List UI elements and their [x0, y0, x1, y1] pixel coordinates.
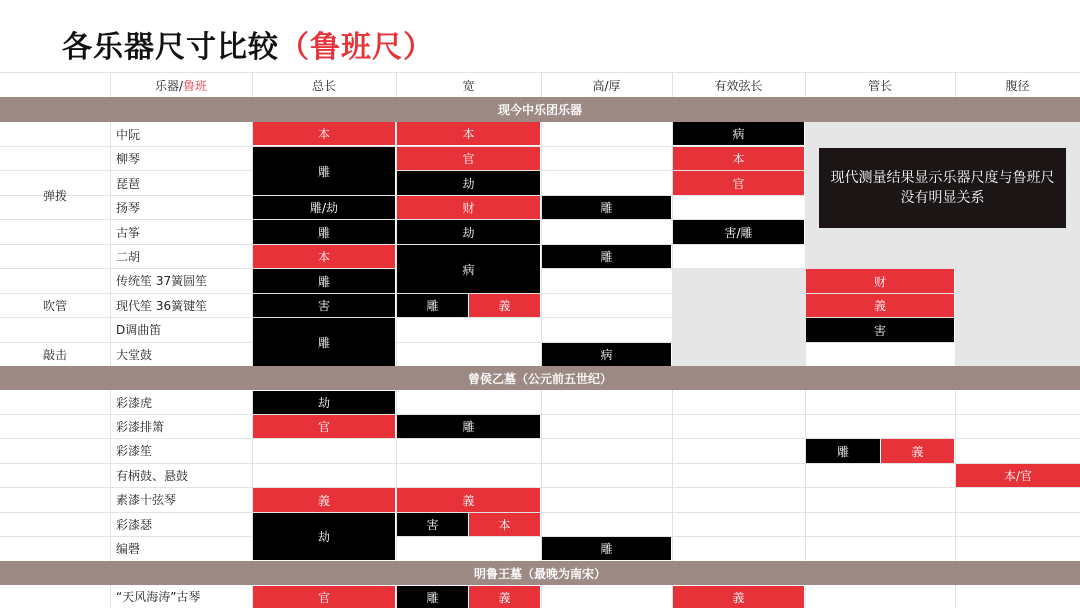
grid-line [0, 342, 1080, 343]
section-band: 现今中乐团乐器 [0, 97, 1080, 122]
table-cell: 财 [806, 269, 954, 293]
instrument-name: 彩漆虎 [116, 395, 153, 410]
instrument-name: D调曲笛 [116, 322, 162, 337]
instrument-name: 柳琴 [116, 151, 141, 166]
instrument-name: 有柄鼓、悬鼓 [116, 468, 189, 483]
table-cell: 義 [469, 586, 540, 608]
instrument-name: 古筝 [116, 225, 141, 240]
table-cell: 官 [253, 586, 395, 608]
table-cell: 官 [397, 147, 540, 170]
grid-line [541, 72, 542, 608]
table-cell: 本 [253, 245, 395, 268]
table-cell: 義 [253, 488, 395, 512]
table-cell: 病 [673, 122, 804, 145]
table-cell: 劫 [397, 220, 540, 244]
instrument-name: 素漆十弦琴 [116, 492, 177, 507]
note-line: 现代测量结果显示乐器尺度与鲁班尺 [830, 170, 1055, 186]
instrument-name: “天风海涛”古琴 [116, 590, 201, 604]
instrument-name: 中阮 [116, 127, 141, 142]
header-instrument: 乐器/ 鲁班 [154, 78, 208, 93]
header-pipe-length: 管长 [867, 78, 892, 93]
instrument-name: 现代笙 36簧键笙 [116, 298, 208, 313]
category-label: 吹管 [42, 298, 67, 313]
table-cell: 雕 [253, 147, 395, 195]
instrument-name: 琵琶 [116, 176, 141, 191]
table-cell: 雕 [542, 196, 671, 219]
table-cell: 财 [397, 196, 540, 219]
table-cell: 義 [469, 294, 540, 317]
table-cell: 本/官 [956, 464, 1080, 487]
table-cell: 本 [469, 513, 540, 536]
table-cell: 本 [397, 122, 540, 145]
instrument-name: 大堂鼓 [116, 347, 153, 362]
instrument-name: 编磬 [116, 541, 141, 556]
table-cell: 雕 [253, 220, 395, 244]
table-cell: 雕 [253, 318, 395, 366]
table-cell: 害/雕 [673, 220, 804, 244]
table-cell: 義 [881, 439, 954, 463]
table-cell: 義 [397, 488, 540, 512]
table-cell: 雕 [542, 537, 671, 560]
grid-line [0, 536, 1080, 537]
table-cell: 雕/劫 [253, 196, 395, 219]
table-cell: 本 [673, 147, 804, 170]
instrument-name: 彩漆排箫 [116, 419, 165, 434]
table-cell: 害 [397, 513, 468, 536]
table-cell: 官 [673, 171, 804, 195]
table-cell: 雕 [253, 269, 395, 293]
section-band: 曾侯乙墓（公元前五世纪） [0, 366, 1080, 390]
section-band: 明鲁王墓（最晚为南宋） [0, 561, 1080, 585]
table-cell: 雕 [397, 294, 468, 317]
category-label: 敲击 [42, 347, 67, 362]
table-cell: 害 [253, 294, 395, 317]
header-width: 宽 [462, 78, 475, 93]
grid-line [0, 512, 1080, 513]
table-cell: 雕 [397, 415, 540, 438]
instrument-name: 二胡 [116, 249, 141, 264]
grid-line [110, 72, 111, 608]
table-cell: 義 [673, 586, 804, 608]
instrument-name: 彩漆笙 [116, 443, 153, 458]
table-cell: 官 [253, 415, 395, 438]
grid-line [0, 244, 1080, 245]
note-box [819, 148, 1066, 228]
instrument-name: 扬琴 [116, 200, 141, 215]
table-cell: 本 [253, 122, 395, 145]
table-cell: 劫 [253, 391, 395, 414]
header-string-length: 有效弦长 [714, 78, 763, 93]
header-height: 高/厚 [592, 78, 621, 93]
table-cell: 病 [397, 245, 540, 293]
table-cell: 劫 [253, 513, 395, 560]
table-cell: 雕 [542, 245, 671, 268]
table-cell: 病 [542, 343, 671, 366]
table-cell: 劫 [397, 171, 540, 195]
header-total-length: 总长 [311, 78, 336, 93]
category-label: 弹拨 [42, 188, 67, 203]
table-cell: 害 [806, 318, 954, 342]
instrument-name: 彩漆瑟 [116, 517, 153, 532]
table-cell: 雕 [397, 586, 468, 608]
grid-line [0, 72, 1080, 73]
grid-line [0, 146, 1080, 147]
instrument-name: 传统笙 37簧圆笙 [116, 273, 208, 288]
table-cell: 雕 [806, 439, 880, 463]
table-cell: 義 [806, 294, 954, 317]
note-line: 没有明显关系 [900, 190, 985, 206]
header-belly-diameter: 腹径 [1005, 78, 1030, 93]
page-title: 各乐器尺寸比较（鲁班尺） [62, 30, 434, 65]
